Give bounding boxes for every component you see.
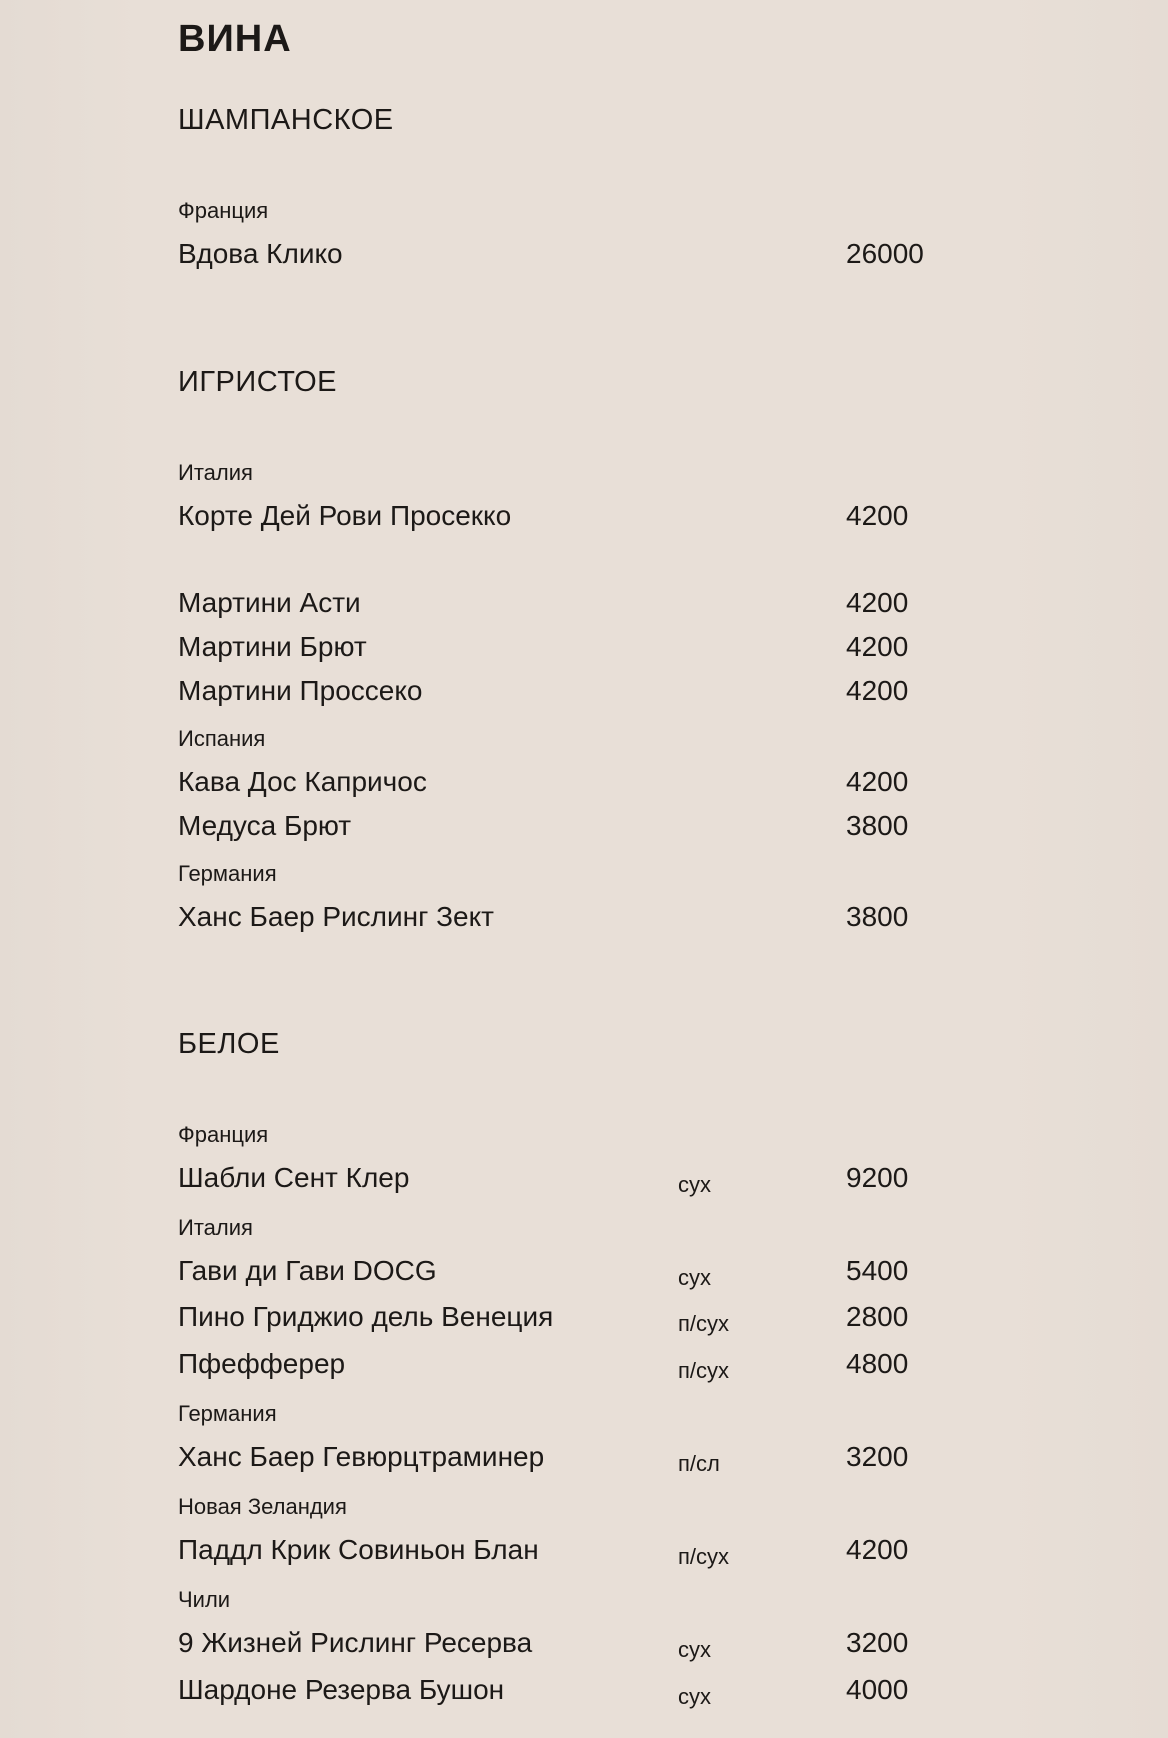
country-label: Италия xyxy=(178,460,253,485)
menu-item xyxy=(178,810,978,850)
item-type: сух xyxy=(678,1265,711,1290)
country-label: Франция xyxy=(178,1122,269,1147)
item-price: 3800 xyxy=(846,810,909,841)
section-title-sparkling: ИГРИСТОЕ xyxy=(178,366,338,398)
item-price: 5400 xyxy=(846,1255,909,1286)
item-price: 3200 xyxy=(846,1627,909,1658)
item-price: 4200 xyxy=(846,766,909,797)
country-label: Германия xyxy=(178,861,277,886)
menu-item xyxy=(178,675,978,715)
item-price: 4800 xyxy=(846,1348,909,1379)
item-type: п/сух xyxy=(678,1544,730,1569)
country-label: Германия xyxy=(178,1401,277,1426)
item-name: Корте Дей Рови Просекко xyxy=(178,500,512,531)
item-name: Вдова Клико xyxy=(178,238,343,269)
item-name: Паддл Крик Совиньон Блан xyxy=(178,1534,539,1565)
menu-title: ВИНА xyxy=(178,18,292,60)
item-price: 9200 xyxy=(846,1162,909,1193)
country-label: Новая Зеландия xyxy=(178,1494,347,1519)
item-price: 2800 xyxy=(846,1301,909,1332)
item-name: Ханс Баер Рислинг Зект xyxy=(178,901,494,932)
item-price: 4200 xyxy=(846,500,909,531)
item-type: п/сл xyxy=(678,1451,720,1476)
item-price: 3200 xyxy=(846,1441,909,1472)
item-name: Мартини Асти xyxy=(178,587,361,618)
item-name: Гави ди Гави DOCG xyxy=(178,1255,437,1286)
menu-item xyxy=(178,1627,978,1667)
section-title-white: БЕЛОЕ xyxy=(178,1028,280,1060)
item-type: сух xyxy=(678,1172,711,1197)
item-name: Мартини Брют xyxy=(178,631,367,662)
item-name: Шабли Сент Клер xyxy=(178,1162,410,1193)
item-name: Мартини Проссеко xyxy=(178,675,423,706)
country-label: Франция xyxy=(178,198,269,223)
item-price: 4200 xyxy=(846,675,909,706)
item-type: сух xyxy=(678,1637,711,1662)
item-price: 26000 xyxy=(846,238,924,269)
country-label: Италия xyxy=(178,1215,253,1240)
section-title-champagne: ШАМПАНСКОЕ xyxy=(178,104,394,136)
menu-item xyxy=(178,1348,978,1388)
item-name: Кава Дос Капричос xyxy=(178,766,427,797)
item-price: 4000 xyxy=(846,1674,909,1705)
item-price: 4200 xyxy=(846,1534,909,1565)
menu-item xyxy=(178,238,978,278)
item-type: п/сух xyxy=(678,1358,730,1383)
item-price: 4200 xyxy=(846,587,909,618)
menu-item xyxy=(178,766,978,806)
menu-item xyxy=(178,500,978,540)
item-type: сух xyxy=(678,1684,711,1709)
item-price: 3800 xyxy=(846,901,909,932)
menu-item xyxy=(178,631,978,671)
menu-item xyxy=(178,1441,978,1481)
menu-item xyxy=(178,1301,978,1341)
country-label: Испания xyxy=(178,726,266,751)
menu-item xyxy=(178,1674,978,1714)
item-name: Пино Гриджио дель Венеция xyxy=(178,1301,554,1332)
item-name: Пфефферер xyxy=(178,1348,346,1379)
item-price: 4200 xyxy=(846,631,909,662)
menu-item xyxy=(178,1534,978,1574)
menu-item xyxy=(178,587,978,627)
country-label: Чили xyxy=(178,1587,231,1612)
item-name: Шардоне Резерва Бушон xyxy=(178,1674,505,1705)
item-name: 9 Жизней Рислинг Ресерва xyxy=(178,1627,533,1658)
menu-item xyxy=(178,901,978,941)
item-name: Ханс Баер Гевюрцтраминер xyxy=(178,1441,545,1472)
menu-item xyxy=(178,1255,978,1295)
item-name: Медуса Брют xyxy=(178,810,352,841)
item-type: п/сух xyxy=(678,1311,730,1336)
menu-item xyxy=(178,1162,978,1202)
